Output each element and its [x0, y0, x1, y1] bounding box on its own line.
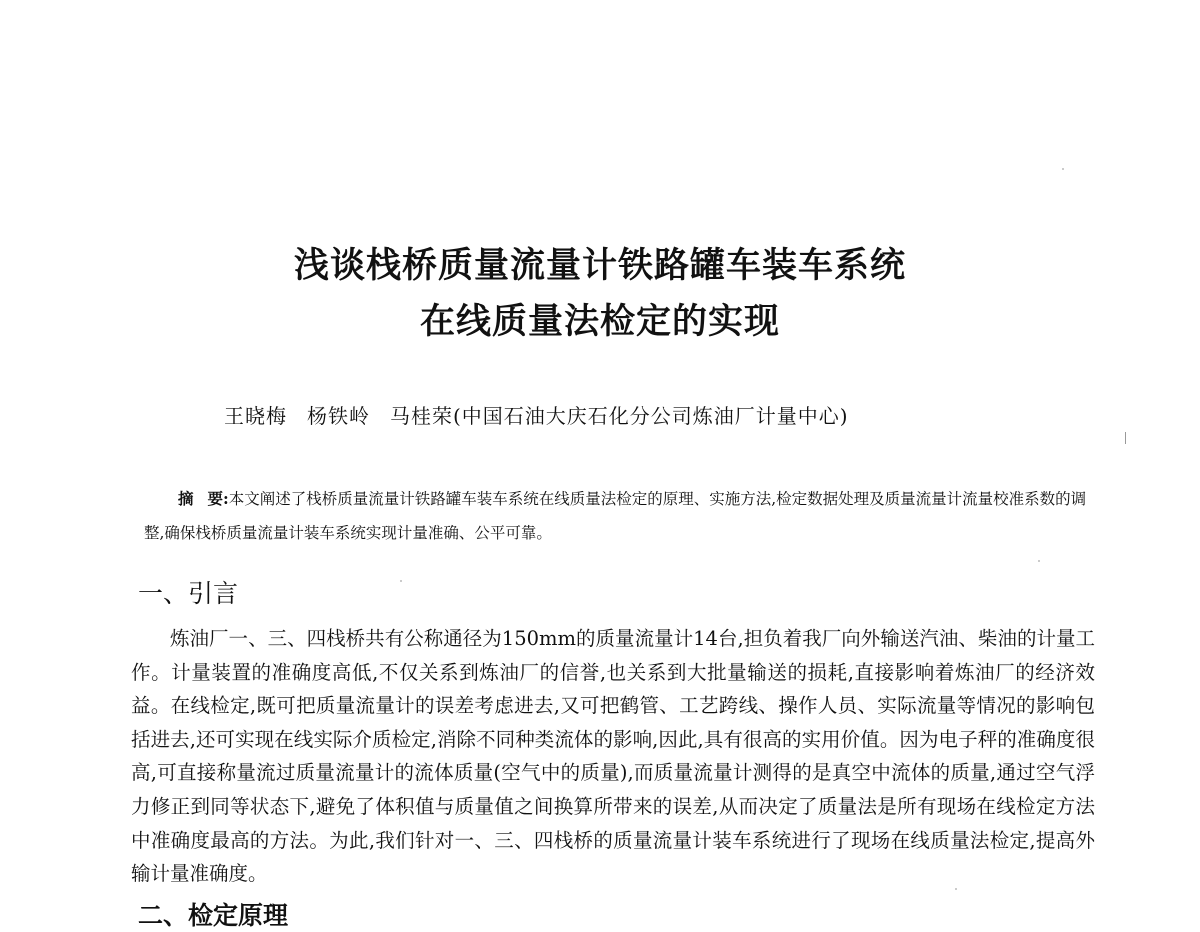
scan-speck — [1062, 168, 1064, 170]
section-heading-principle: 二、检定原理 — [138, 901, 289, 930]
author-name: 马桂荣 — [390, 404, 453, 428]
title-line-2: 在线质量法检定的实现 — [419, 302, 780, 342]
introduction-paragraph: 炼油厂一、三、四栈桥共有公称通径为150mm的质量流量计14台,担负着我厂向外输送汽油、柴油的计量工作。计量装置的准确度高低,不仅关系到炼油厂的信誉,也关系到大批量输送的损耗,直接影响着炼油厂的经济效益。在线检定,既可把质量流量计的误差考虑进去,又可把鹤管、工艺跨线、操作人员、实际流量等情况的影响包括进去,还可实现在线实际介质检定,消除不同种类流体的影响,因此,具有很高的实用价值。因为电子秤的准确度很高,可直接称量流过质量流量计的流体质量(空气中的质量),而质量流量计测得的是真空中流体的质量,通过空气浮力修正到同等状态下,避免了体积值与质量值之间换算所带来的误差,从而决定了质量法是所有现场在线检定方法中准确度最高的方法。为此,我们针对一、三、四栈桥的质量流量计装车系统进行了现场在线质量法检定,提高外输计量准确度。 — [131, 627, 1095, 886]
author-line — [224, 402, 849, 430]
abstract-label: 摘 要: — [178, 489, 229, 508]
scan-edge-mark — [1125, 432, 1126, 444]
scan-speck — [955, 888, 957, 890]
paper-title — [0, 238, 1200, 350]
scan-speck — [1038, 560, 1040, 562]
scan-speck — [400, 580, 402, 582]
title-line-1: 浅谈栈桥质量流量计铁路罐车装车系统 — [293, 246, 906, 286]
section-heading-introduction: 一、引言 — [138, 579, 239, 608]
abstract — [144, 482, 1092, 550]
abstract-text: 本文阐述了栈桥质量流量计铁路罐车装车系统在线质量法检定的原理、实施方法,检定数据处理及质量流量计流量校准系数的调整,确保栈桥质量流量计装车系统实现计量准确、公平可靠。 — [144, 490, 1087, 542]
author-name: 王晓梅 — [224, 404, 287, 428]
author-affiliation: (中国石油大庆石化分公司炼油厂计量中心) — [453, 404, 849, 428]
author-name: 杨铁岭 — [307, 404, 370, 428]
